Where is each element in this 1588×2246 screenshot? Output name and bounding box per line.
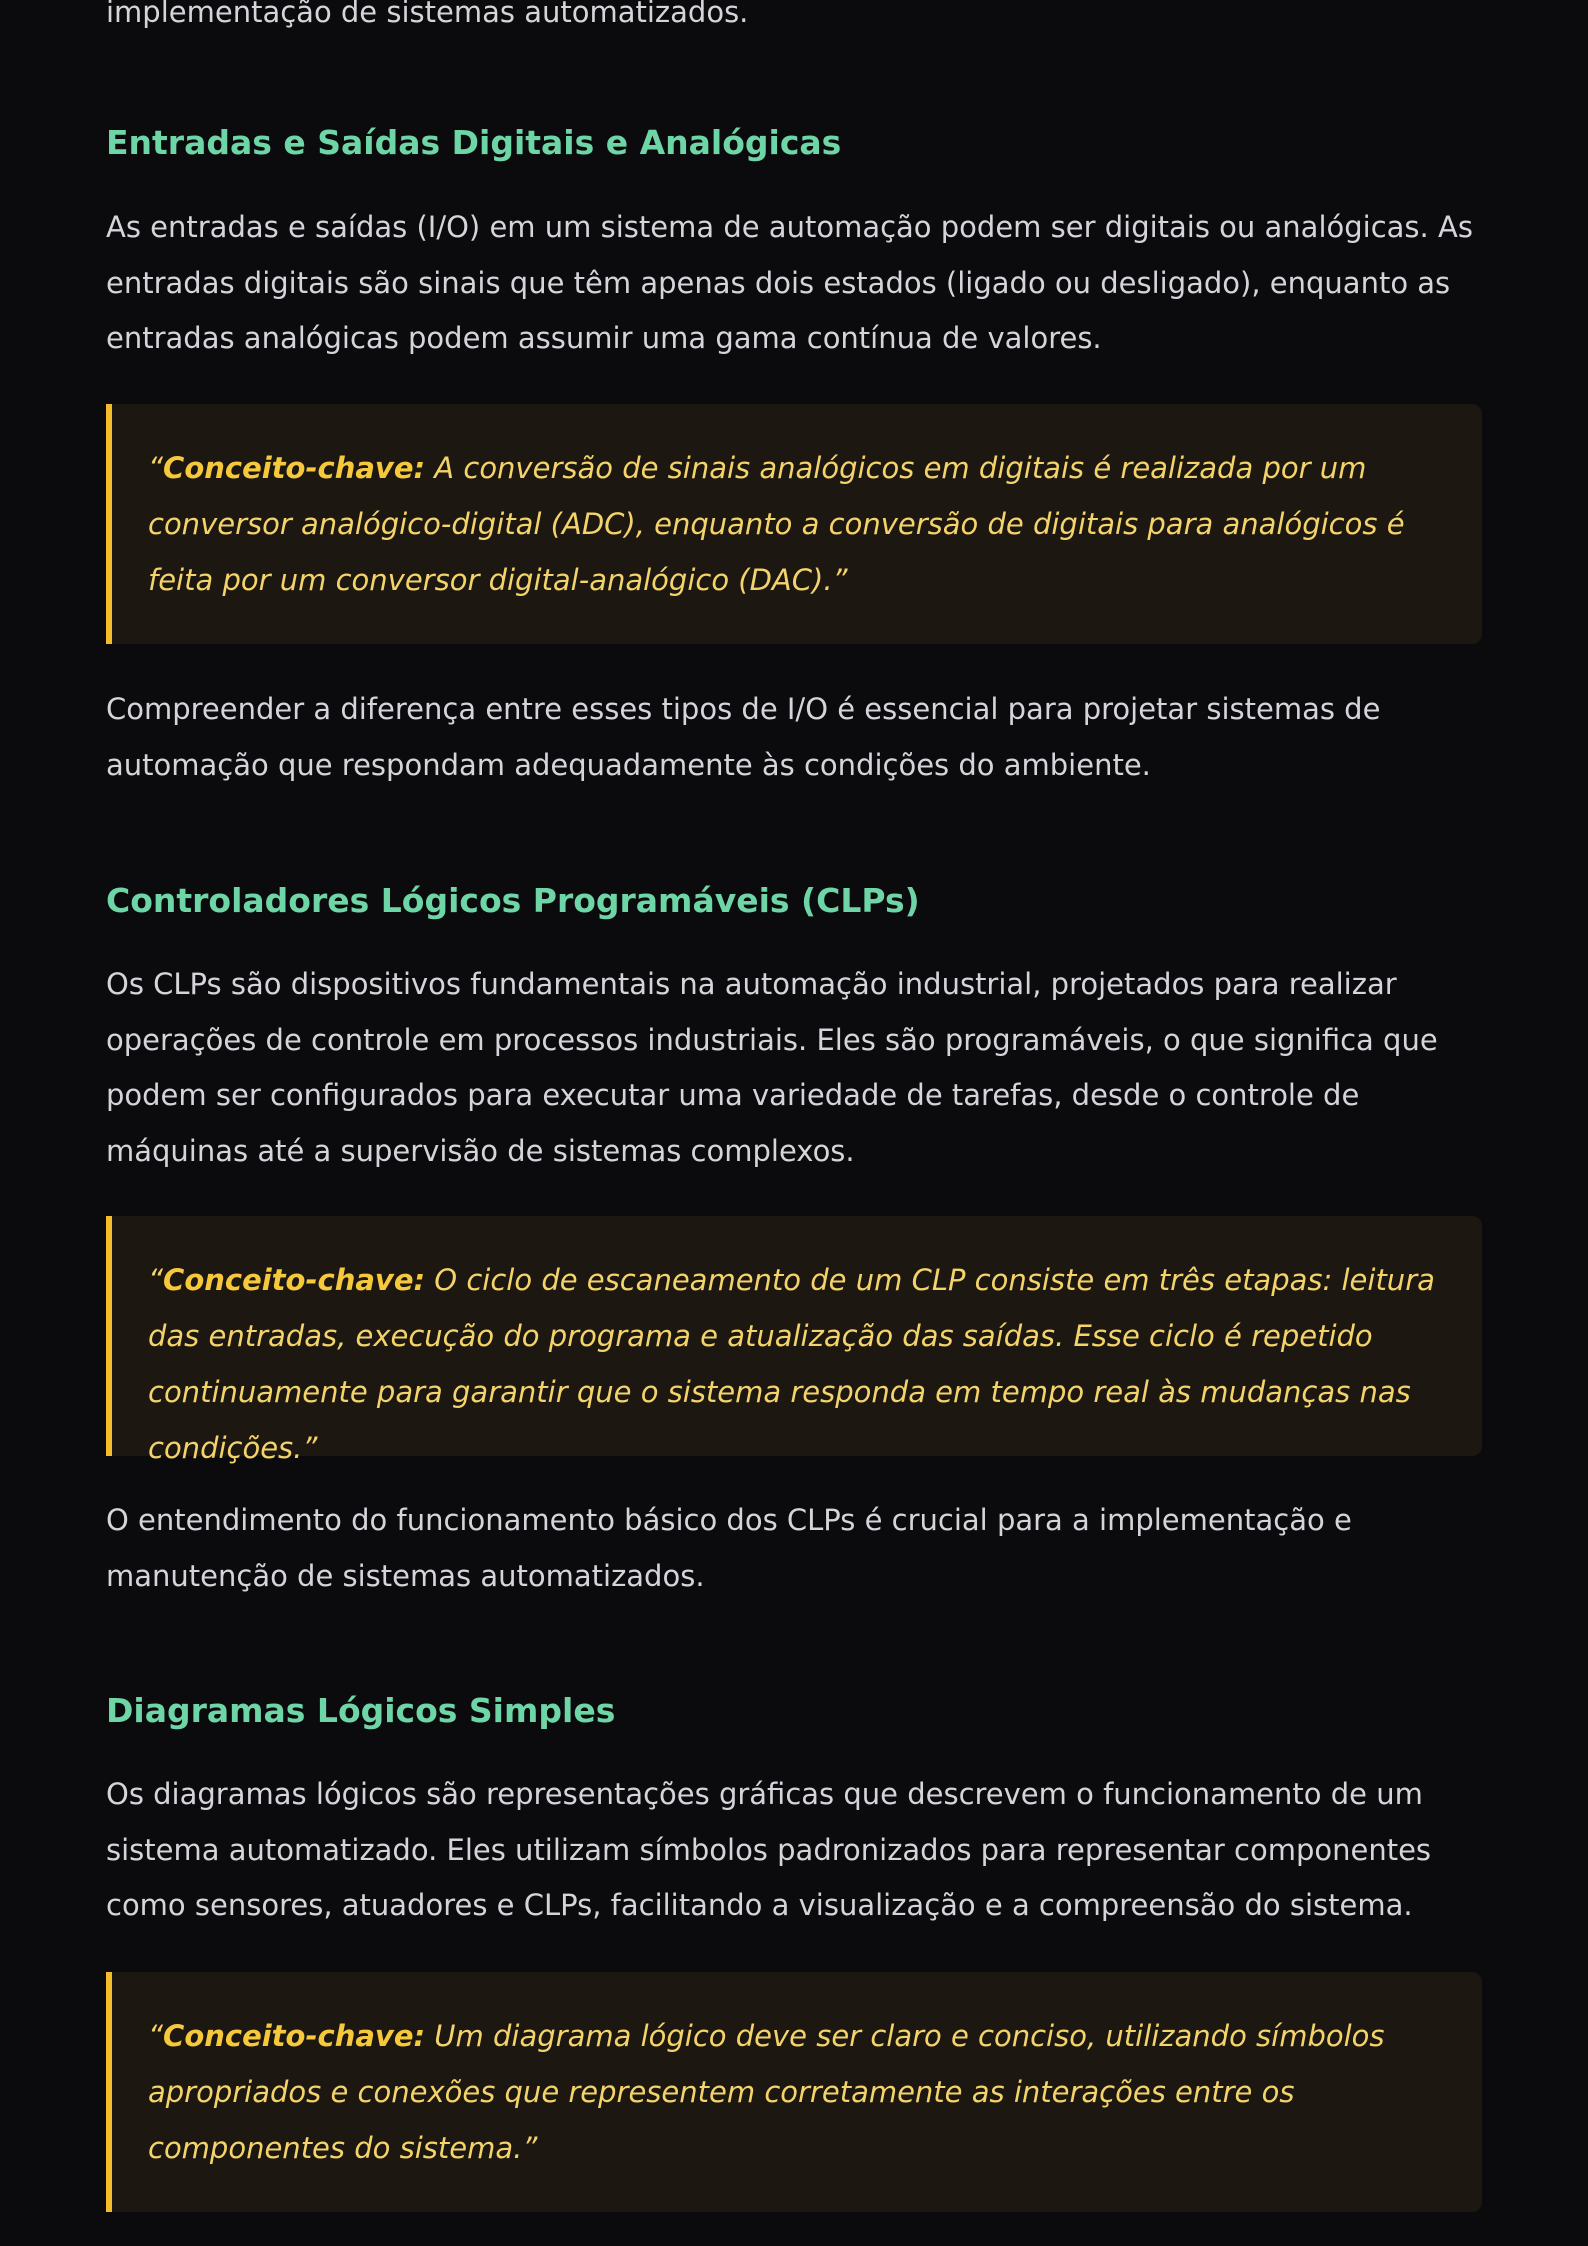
section-clps-paragraph-2: O entendimento do funcionamento básico dos CLPs é crucial para a implementação e manutenção de sistemas automatizados.: [106, 1503, 1352, 1593]
section-io-paragraph-2: Compreender a diferença entre esses tipos de I/O é essencial para projetar sistemas de automação que respondam adequadamente às condições do ambiente.: [106, 692, 1381, 782]
key-concept-callout-diagramas: [106, 1972, 1482, 2212]
key-concept-text: “Conceito-chave: Um diagrama lógico deve ser claro e conciso, utilizando símbolos apropriados e conexões que representem corretamente as interações entre os componentes do sistema.”: [148, 2019, 1385, 2165]
section-io-paragraph-1: As entradas e saídas (I/O) em um sistema de automação podem ser digitais ou analógicas. As entradas digitais são sinais que têm apenas dois estados (ligado ou desligado), enquanto as entradas analógicas podem assumir uma gama contínua de valores.: [106, 210, 1473, 355]
key-concept-callout-io: [106, 404, 1482, 644]
section-heading-io: Entradas e Saídas Digitais e Analógicas: [106, 123, 842, 162]
section-diagramas-paragraph-1: Os diagramas lógicos são representações gráficas que descrevem o funcionamento de um sistema automatizado. Eles utilizam símbolos padronizados para representar componentes como sensores, atuadores e CLPs, facilitando a visualização e a compreensão do sistema.: [106, 1777, 1432, 1922]
section-clps-paragraph-1: Os CLPs são dispositivos fundamentais na automação industrial, projetados para realizar operações de controle em processos industriais. Eles são programáveis, o que significa que podem ser configurados para executar uma variedade de tarefas, desde o controle de máquinas até a supervisão de sistemas complexos.: [106, 967, 1438, 1168]
key-concept-text: “Conceito-chave: A conversão de sinais analógicos em digitais é realizada por um conversor analógico-digital (ADC), enquanto a conversão de digitais para analógicos é feita por um conversor digital-analógico (DAC).”: [148, 451, 1405, 597]
key-concept-label: Conceito-chave:: [163, 1263, 426, 1297]
section-heading-clps: Controladores Lógicos Programáveis (CLPs): [106, 881, 920, 920]
key-concept-callout-clps: [106, 1216, 1482, 1465]
key-concept-text: “Conceito-chave: O ciclo de escaneamento de um CLP consiste em três etapas: leitura das entradas, execução do programa e atualização das saídas. Esse ciclo é repetido continuamente para garantir que o sistema responda em tempo real às mudanças nas condições.”: [148, 1263, 1435, 1465]
key-concept-label: Conceito-chave:: [163, 451, 426, 485]
section-heading-diagramas: Diagramas Lógicos Simples: [106, 1691, 616, 1730]
paragraph-cut-off: implementação de sistemas automatizados.: [106, 0, 749, 29]
key-concept-label: Conceito-chave:: [163, 2019, 426, 2053]
